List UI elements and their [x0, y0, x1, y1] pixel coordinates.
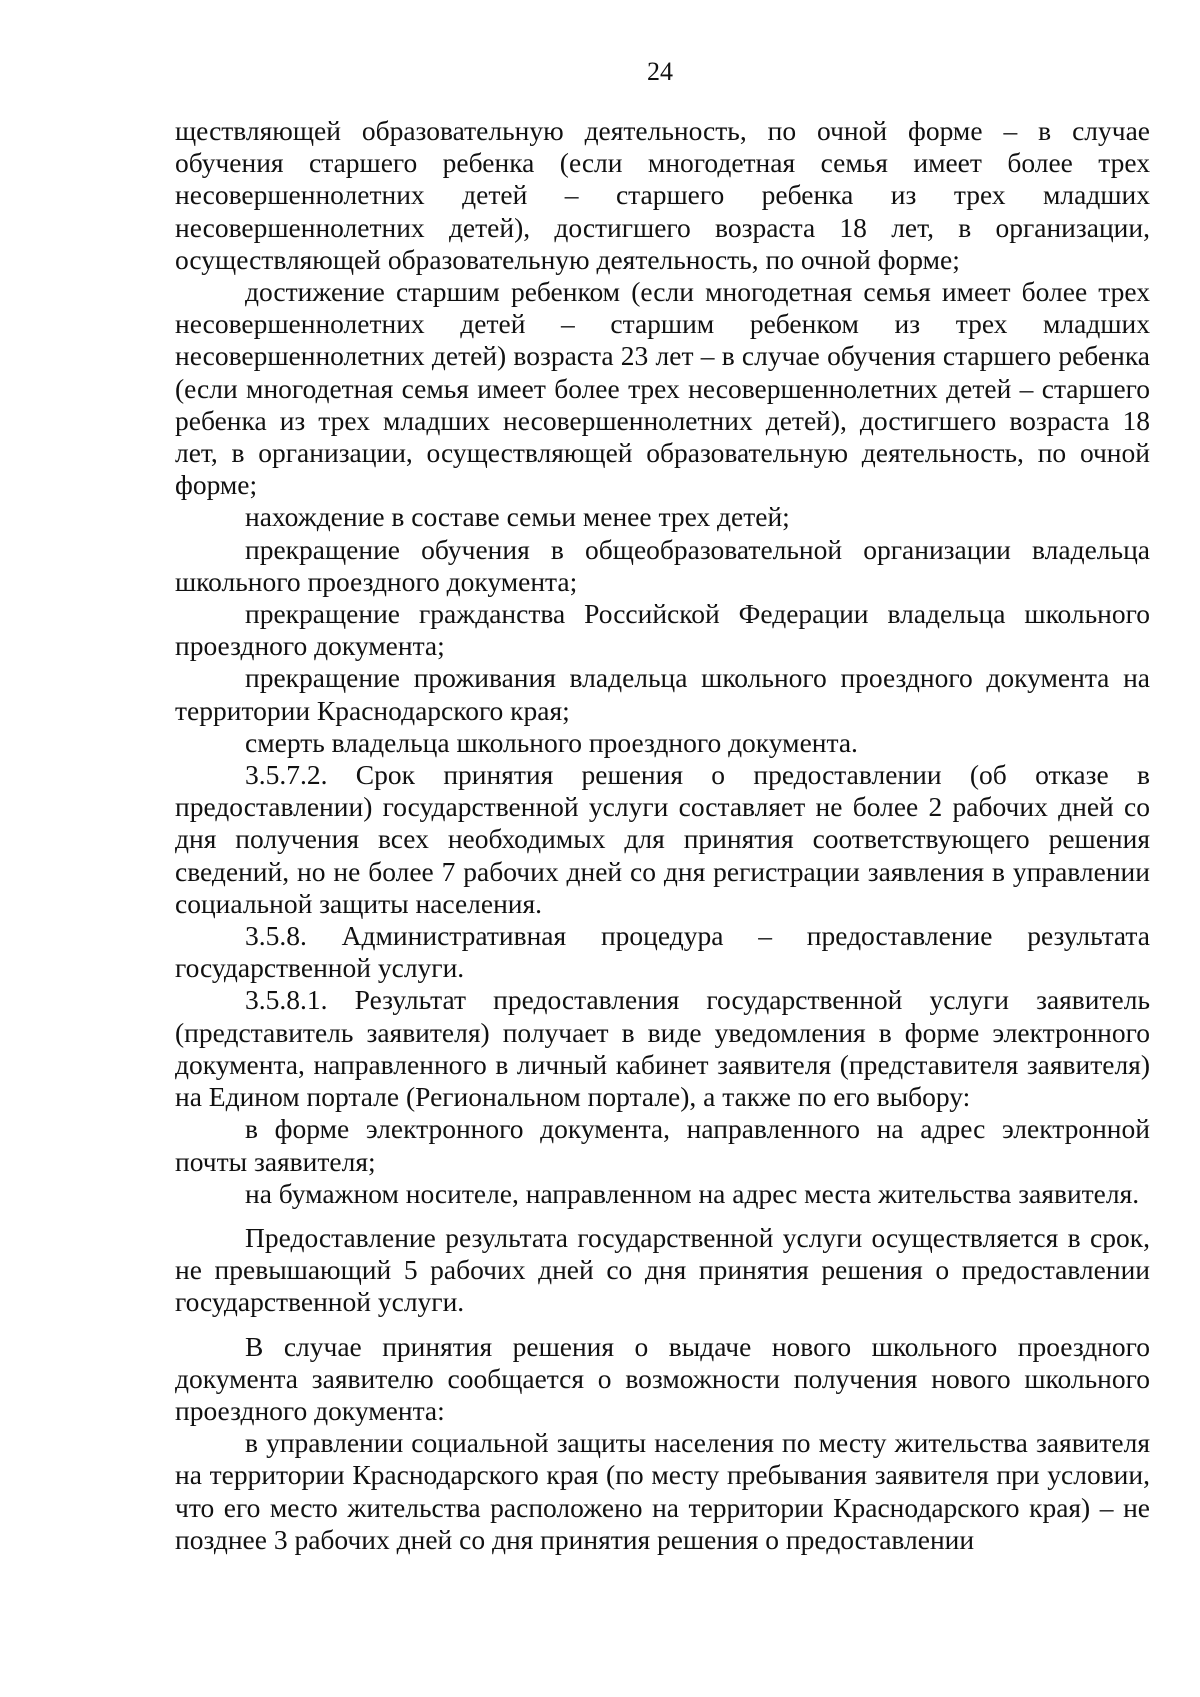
paragraph: 3.5.7.2. Срок принятия решения о предоставлении (об отказе в предоставлении) государственной услуги составляет не более 2 рабочих дней со дня получения всех необходимых для принятия соответствующего решения сведений, но не более 7 рабочих дней со дня регистрации заявления в управлении социальной защиты населения. [175, 759, 1150, 919]
paragraph: в форме электронного документа, направленного на адрес электронной почты заявителя; [175, 1113, 1150, 1177]
paragraph: 3.5.8.1. Результат предоставления государственной услуги заявитель (представитель заявителя) получает в виде уведомления в форме электронного документа, направленного в личный кабинет заявителя (представителя заявителя) на Едином портале (Региональном портале), а также по его выбору: [175, 984, 1150, 1113]
page-number: 24 [647, 57, 673, 86]
paragraph: прекращение обучения в общеобразовательной организации владельца школьного проездного документа; [175, 533, 1150, 597]
paragraph: смерть владельца школьного проездного документа. [245, 726, 858, 758]
document-body [175, 115, 1150, 1556]
paragraph: Предоставление результата государственной услуги осуществляется в срок, не превышающий 5 рабочих дней со дня принятия решения о предоставлении государственной услуги. [175, 1221, 1150, 1318]
paragraph: В случае принятия решения о выдаче нового школьного проездного документа заявителю сообщается о возможности получения нового школьного проездного документа: [175, 1330, 1150, 1426]
paragraph: 3.5.8. Административная процедура – предоставление результата государственной услуги. [175, 920, 1150, 984]
paragraph: на бумажном носителе, направленном на адрес места жительства заявителя. [245, 1177, 1140, 1209]
paragraph: ществляющей образовательную деятельность, по очной форме – в случае обучения старшего ребенка (если многодетная семья имеет более трех несовершеннолетних детей – старшего ребенка из трех младших несовершеннолетних детей), достигшего возраста 18 лет, в организации, осуществляющей образовательную деятельность, по очной форме; [175, 115, 1150, 275]
paragraph: в управлении социальной защиты населения по месту жительства заявителя на территории Краснодарского края (по месту пребывания заявителя при условии, что его место жительства расположено на территории Краснодарского края) – не позднее 3 рабочих дней со дня принятия решения о предоставлении [175, 1427, 1150, 1555]
paragraph: нахождение в составе семьи менее трех детей; [245, 501, 790, 533]
paragraph: прекращение гражданства Российской Федерации владельца школьного проездного документа; [175, 598, 1150, 662]
paragraph: прекращение проживания владельца школьного проездного документа на территории Краснодарского края; [175, 662, 1150, 726]
paragraph: достижение старшим ребенком (если многодетная семья имеет более трех несовершеннолетних детей – старшим ребенком из трех младших несовершеннолетних детей) возраста 23 лет – в случае обучения старшего ребенка (если многодетная семья имеет более трех несовершеннолетних детей – старшего ребенка из трех младших несовершеннолетних детей), достигшего возраста 18 лет, в организации, осуществляющей образовательную деятельность, по очной форме; [175, 276, 1150, 501]
